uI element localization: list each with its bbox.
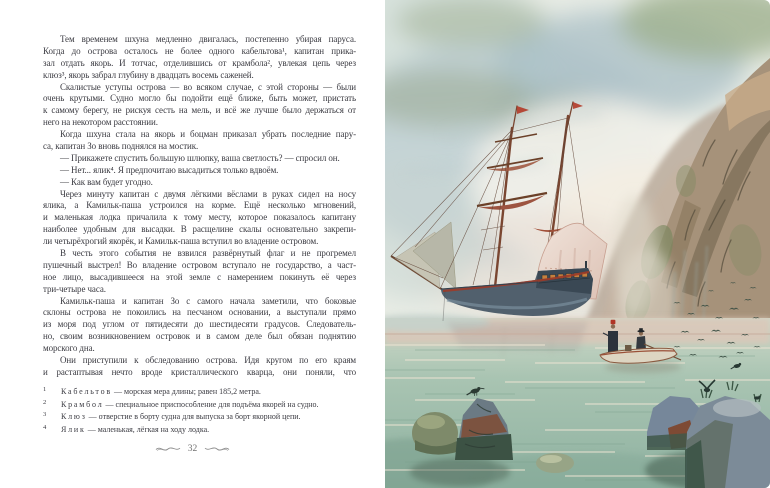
text-line: зал отдать якорь. И тотчас, отделившись от крамбола², увлекая цепь через <box>43 57 356 68</box>
text-line: пушечный выстрел! Во владение островом вступало не государство, а част- <box>43 259 356 270</box>
text-line: Тем временем шхуна медленно двигалась, постепенно убирая паруса. <box>60 34 356 44</box>
text-line: клюз³, якорь забрал глубину в двадцать восемь саженей. <box>43 69 254 80</box>
footnote <box>43 409 356 422</box>
footnotes-block <box>43 384 356 434</box>
paragraph <box>43 248 356 296</box>
text-line: ли четырёхрогий якорёк, и Камильк-паша вступил во владение островом. <box>43 236 319 247</box>
footnote-term: Крамбол <box>61 399 104 409</box>
text-line: к самому берегу, не рискуя сесть на мель, и всё же лучше было держаться от <box>43 105 356 116</box>
text-line: — Прикажете спустить большую шлюпку, ваша светлость? — спросил он. <box>60 152 340 163</box>
text-line: морского дна. <box>43 343 95 354</box>
paragraph <box>43 355 356 379</box>
page-number: 32 <box>187 444 198 454</box>
footnote-term: Кабельтов <box>61 387 113 397</box>
text-line: Скалистые уступы острова — во всяком случае, с этой стороны — были <box>60 81 356 92</box>
paragraph <box>43 189 356 248</box>
footnote-term: Ялик <box>61 424 86 434</box>
red-fez <box>611 320 616 324</box>
right-page <box>385 0 770 488</box>
text-line: и маленькая лодка причалила к тому месту, которое показалось капитану <box>43 212 356 223</box>
paragraph <box>43 34 356 82</box>
footnote <box>43 422 356 435</box>
text-line: из моря под углом от пятидесяти до шестидесяти градусов. Следователь- <box>43 319 356 330</box>
paragraph <box>43 129 356 153</box>
dialogue-line <box>43 153 356 165</box>
paragraph <box>43 296 356 355</box>
footnote-definition: — специальное приспособление для подъёма якорей на судно. <box>105 399 319 409</box>
footnote-number: 2 <box>43 398 47 406</box>
text-line: Они приступили к обследованию острова. Идя кругом по его краям <box>60 355 356 366</box>
footnote <box>43 397 356 410</box>
text-line: ное лицо, высадившееся на этой земле с намерением покинуть её через <box>43 271 356 282</box>
text-line: ялика, а Камильк-паша устроился на корме. Ещё несколько мгновений, <box>43 200 356 211</box>
text-line: В честь этого события не взвился развёрнутый флаг и не прогремел <box>60 248 356 259</box>
text-line: три-четыре часа. <box>43 283 106 294</box>
text-line: очень крутыми. Судно могло бы подойти ещё ближе, быть может, пристать <box>43 93 356 104</box>
text-line: — Как вам будет угодно. <box>60 176 153 187</box>
text-line: са, капитан Зо вновь поднялся на мостик. <box>43 141 199 152</box>
watercolor-illustration <box>385 0 770 488</box>
text-line: Когда шхуна стала на якорь и боцман приказал убрать последние пару- <box>60 129 356 140</box>
text-line: него на некотором расстоянии. <box>43 117 158 128</box>
text-line: — Нет... ялик⁴. Я предпочитаю высадиться только вдвоём. <box>60 164 279 175</box>
footnote <box>43 384 356 397</box>
page-ornament-right-icon <box>204 445 230 453</box>
footnote-definition: — отверстие в борту судна для выпуска за борт якорной цепи. <box>88 412 301 422</box>
text-line: наиболее удобным для высадки. В расщелине скалы основательно закрепи- <box>43 224 356 235</box>
page-footer <box>0 444 385 454</box>
text-line: но, своим возникновением островок и в самом деле был обязан поднятию <box>43 331 356 342</box>
body-text <box>43 34 356 379</box>
page-ornament-left-icon <box>155 445 181 453</box>
dialogue-line <box>43 165 356 177</box>
footnote-definition: — маленькая, лёгкая на ходу лодка. <box>87 424 210 434</box>
footnote-number: 3 <box>43 411 47 419</box>
footnote-definition: — морская мера длины; равен 185,2 метра. <box>114 387 261 397</box>
text-line: Когда до острова осталось не более одного кабельтова¹, капитан прика- <box>43 45 356 56</box>
text-line: Камильк-паша и капитан Зо с самого начала заметили, что боковые <box>60 295 356 306</box>
text-line: Через минуту капитан с двумя лёгкими вёслами в руках сидел на носу <box>60 188 356 199</box>
footnote-term: Клюз <box>61 412 87 422</box>
text-line: и растаптывая нечто вроде кристаллического кварца, они поняли, что <box>43 366 356 377</box>
footnote-number: 4 <box>43 423 47 431</box>
dialogue-line <box>43 177 356 189</box>
footnote-number: 1 <box>43 386 47 393</box>
paragraph <box>43 82 356 130</box>
text-line: склоны острова не покоились на песчаном основании, а выступали прямо <box>43 307 356 318</box>
